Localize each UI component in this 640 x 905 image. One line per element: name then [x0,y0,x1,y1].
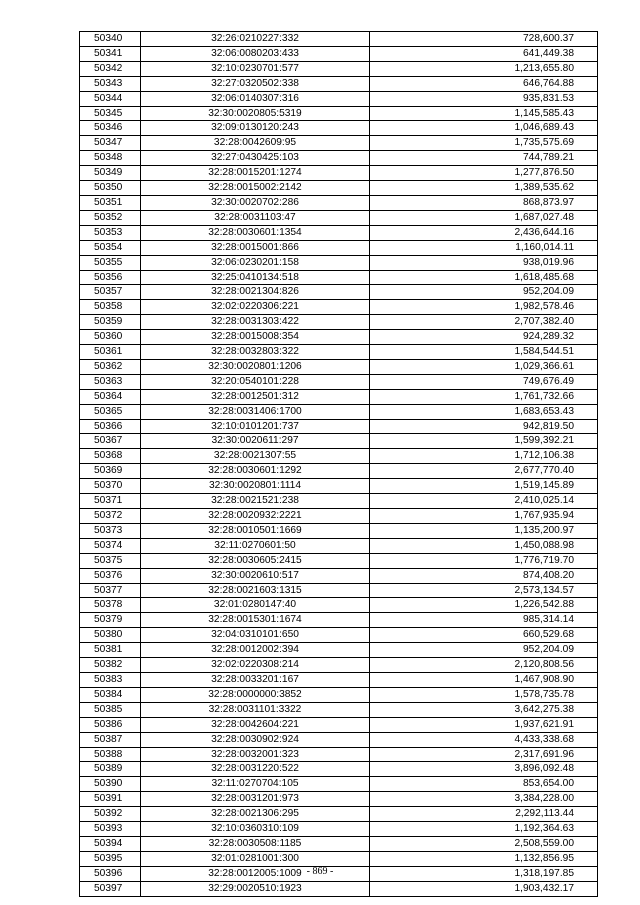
value-cell: 1,467,908.90 [370,672,598,687]
value-cell: 1,450,088.98 [370,538,598,553]
row-number-cell: 50380 [80,628,141,643]
table-row [80,613,598,628]
row-number-cell: 50383 [80,672,141,687]
table-row [80,106,598,121]
cadastral-number-cell: 32:02:0220308:214 [141,658,370,673]
value-cell: 1,767,935.94 [370,509,598,524]
value-cell: 985,314.14 [370,613,598,628]
cadastral-number-cell: 32:04:0310101:650 [141,628,370,643]
table-row [80,836,598,851]
cadastral-number-cell: 32:28:0000000:3852 [141,687,370,702]
row-number-cell: 50355 [80,255,141,270]
value-cell: 1,776,719.70 [370,553,598,568]
value-cell: 1,578,735.78 [370,687,598,702]
value-cell: 1,135,200.97 [370,523,598,538]
row-number-cell: 50394 [80,836,141,851]
value-cell: 660,529.68 [370,628,598,643]
row-number-cell: 50348 [80,151,141,166]
row-number-cell: 50342 [80,61,141,76]
table-row [80,315,598,330]
cadastral-number-cell: 32:11:0270704:105 [141,777,370,792]
row-number-cell: 50366 [80,419,141,434]
value-cell: 1,029,366.61 [370,359,598,374]
value-cell: 868,873.97 [370,195,598,210]
value-cell: 2,677,770.40 [370,464,598,479]
table-row [80,404,598,419]
value-cell: 646,764.88 [370,76,598,91]
value-cell: 938,019.96 [370,255,598,270]
value-cell: 952,204.09 [370,643,598,658]
table-row [80,702,598,717]
row-number-cell: 50369 [80,464,141,479]
cadastral-number-cell: 32:28:0015201:1274 [141,166,370,181]
cadastral-number-cell: 32:06:0080203:433 [141,46,370,61]
value-cell: 2,120,808.56 [370,658,598,673]
cadastral-number-cell: 32:28:0033201:167 [141,672,370,687]
table-row [80,46,598,61]
cadastral-number-cell: 32:28:0015301:1674 [141,613,370,628]
row-number-cell: 50370 [80,479,141,494]
value-cell: 1,389,535.62 [370,181,598,196]
table-row [80,419,598,434]
row-number-cell: 50344 [80,91,141,106]
cadastral-number-cell: 32:28:0042604:221 [141,717,370,732]
value-cell: 1,132,856.95 [370,851,598,866]
row-number-cell: 50389 [80,762,141,777]
value-cell: 1,277,876.50 [370,166,598,181]
cadastral-number-cell: 32:28:0032803:322 [141,345,370,360]
value-cell: 2,573,134.57 [370,583,598,598]
cadastral-number-cell: 32:28:0032001:323 [141,747,370,762]
value-cell: 1,599,392.21 [370,434,598,449]
row-number-cell: 50377 [80,583,141,598]
value-cell: 1,318,197.85 [370,866,598,881]
cadastral-number-cell: 32:11:0270601:50 [141,538,370,553]
row-number-cell: 50379 [80,613,141,628]
value-cell: 1,761,732.66 [370,389,598,404]
value-cell: 924,289.32 [370,330,598,345]
table-row [80,479,598,494]
value-cell: 1,226,542.88 [370,598,598,613]
cadastral-number-cell: 32:28:0015008:354 [141,330,370,345]
cadastral-number-cell: 32:28:0031303:422 [141,315,370,330]
row-number-cell: 50391 [80,792,141,807]
row-number-cell: 50364 [80,389,141,404]
table-row [80,792,598,807]
row-number-cell: 50356 [80,270,141,285]
cadastral-number-cell: 32:28:0012501:312 [141,389,370,404]
cadastral-number-cell: 32:10:0101201:737 [141,419,370,434]
table-row [80,523,598,538]
value-cell: 3,384,228.00 [370,792,598,807]
table-row [80,553,598,568]
value-cell: 1,213,655.80 [370,61,598,76]
row-number-cell: 50362 [80,359,141,374]
value-cell: 1,046,689.43 [370,121,598,136]
cadastral-number-cell: 32:09:0130120:243 [141,121,370,136]
table-row [80,195,598,210]
row-number-cell: 50387 [80,732,141,747]
row-number-cell: 50390 [80,777,141,792]
table-row [80,434,598,449]
table-row [80,598,598,613]
value-cell: 1,145,585.43 [370,106,598,121]
cadastral-number-cell: 32:30:0020611:297 [141,434,370,449]
cadastral-number-cell: 32:30:0020610:517 [141,568,370,583]
row-number-cell: 50350 [80,181,141,196]
cadastral-number-cell: 32:28:0030605:2415 [141,553,370,568]
value-cell: 2,707,382.40 [370,315,598,330]
table-row [80,240,598,255]
value-cell: 2,410,025.14 [370,494,598,509]
cadastral-number-cell: 32:28:0015001:866 [141,240,370,255]
table-row [80,374,598,389]
value-cell: 1,903,432.17 [370,881,598,896]
row-number-cell: 50386 [80,717,141,732]
row-number-cell: 50351 [80,195,141,210]
row-number-cell: 50357 [80,285,141,300]
row-number-cell: 50349 [80,166,141,181]
page-number: - 869 - [306,866,334,877]
cadastral-number-cell: 32:20:0540101:228 [141,374,370,389]
table-row [80,777,598,792]
table-row [80,359,598,374]
row-number-cell: 50382 [80,658,141,673]
cadastral-number-cell: 32:10:0230701:577 [141,61,370,76]
row-number-cell: 50374 [80,538,141,553]
row-number-cell: 50395 [80,851,141,866]
value-cell: 4,433,338.68 [370,732,598,747]
cadastral-number-cell: 32:25:0410134:518 [141,270,370,285]
row-number-cell: 50375 [80,553,141,568]
cadastral-number-cell: 32:06:0230201:158 [141,255,370,270]
value-cell: 1,584,544.51 [370,345,598,360]
cadastral-number-cell: 32:28:0021307:55 [141,449,370,464]
cadastral-number-cell: 32:02:0220306:221 [141,300,370,315]
row-number-cell: 50354 [80,240,141,255]
table-row [80,285,598,300]
cadastral-number-cell: 32:29:0020510:1923 [141,881,370,896]
row-number-cell: 50346 [80,121,141,136]
value-cell: 2,436,644.16 [370,225,598,240]
value-cell: 3,642,275.38 [370,702,598,717]
row-number-cell: 50363 [80,374,141,389]
table-row [80,881,598,896]
value-cell: 952,204.09 [370,285,598,300]
row-number-cell: 50367 [80,434,141,449]
cadastral-number-cell: 32:30:0020702:286 [141,195,370,210]
cadastral-number-cell: 32:27:0320502:338 [141,76,370,91]
row-number-cell: 50345 [80,106,141,121]
value-cell: 1,160,014.11 [370,240,598,255]
table-row [80,509,598,524]
row-number-cell: 50378 [80,598,141,613]
cadastral-number-cell: 32:30:0020801:1114 [141,479,370,494]
cadastral-number-cell: 32:01:0281001:300 [141,851,370,866]
value-cell: 1,937,621.91 [370,717,598,732]
table-row [80,717,598,732]
cadastral-number-cell: 32:28:0012002:394 [141,643,370,658]
cadastral-number-cell: 32:28:0012005:1009 [141,866,370,881]
cadastral-number-cell: 32:28:0010501:1669 [141,523,370,538]
row-number-cell: 50341 [80,46,141,61]
table-row [80,270,598,285]
table-row [80,330,598,345]
cadastral-number-cell: 32:26:0210227:332 [141,32,370,47]
cadastral-number-cell: 32:28:0031103:47 [141,210,370,225]
row-number-cell: 50360 [80,330,141,345]
value-cell: 641,449.38 [370,46,598,61]
row-number-cell: 50347 [80,136,141,151]
table-row [80,136,598,151]
cadastral-number-cell: 32:28:0030508:1185 [141,836,370,851]
table-row [80,464,598,479]
cadastral-number-cell: 32:28:0031201:973 [141,792,370,807]
value-cell: 2,317,691.96 [370,747,598,762]
table-row [80,658,598,673]
row-number-cell: 50397 [80,881,141,896]
table-row [80,807,598,822]
table-row [80,672,598,687]
cadastral-number-cell: 32:30:0020805:5319 [141,106,370,121]
table-row [80,121,598,136]
row-number-cell: 50393 [80,822,141,837]
row-number-cell: 50358 [80,300,141,315]
table-row [80,643,598,658]
table-row [80,210,598,225]
table-row [80,762,598,777]
table-row [80,732,598,747]
table-row [80,32,598,47]
table-row [80,300,598,315]
row-number-cell: 50359 [80,315,141,330]
value-cell: 1,982,578.46 [370,300,598,315]
table-row [80,822,598,837]
cadastral-number-cell: 32:28:0021304:826 [141,285,370,300]
table-row [80,181,598,196]
table-row [80,538,598,553]
table-row [80,151,598,166]
table-row [80,851,598,866]
value-cell: 2,508,559.00 [370,836,598,851]
value-cell: 1,687,027.48 [370,210,598,225]
value-cell: 1,618,485.68 [370,270,598,285]
cadastral-number-cell: 32:01:0280147:40 [141,598,370,613]
value-cell: 942,819.50 [370,419,598,434]
value-cell: 1,683,653.43 [370,404,598,419]
table-row [80,225,598,240]
cadastral-number-cell: 32:10:0360310:109 [141,822,370,837]
row-number-cell: 50392 [80,807,141,822]
value-cell: 874,408.20 [370,568,598,583]
row-number-cell: 50385 [80,702,141,717]
cadastral-number-cell: 32:27:0430425:103 [141,151,370,166]
table-row [80,91,598,106]
table-row [80,687,598,702]
cadastral-number-cell: 32:28:0031406:1700 [141,404,370,419]
row-number-cell: 50343 [80,76,141,91]
row-number-cell: 50365 [80,404,141,419]
table-row [80,76,598,91]
cadastral-value-table [79,31,598,897]
table-row [80,166,598,181]
value-cell: 935,831.53 [370,91,598,106]
value-cell: 853,654.00 [370,777,598,792]
cadastral-number-cell: 32:28:0042609:95 [141,136,370,151]
table-row [80,61,598,76]
value-cell: 749,676.49 [370,374,598,389]
table-row [80,747,598,762]
cadastral-number-cell: 32:28:0015002:2142 [141,181,370,196]
cadastral-number-cell: 32:28:0031220:522 [141,762,370,777]
row-number-cell: 50353 [80,225,141,240]
table-row [80,345,598,360]
table-row [80,449,598,464]
row-number-cell: 50372 [80,509,141,524]
row-number-cell: 50371 [80,494,141,509]
table-row [80,494,598,509]
row-number-cell: 50388 [80,747,141,762]
cadastral-number-cell: 32:28:0031101:3322 [141,702,370,717]
value-cell: 1,712,106.38 [370,449,598,464]
table-row [80,255,598,270]
table-row [80,583,598,598]
cadastral-number-cell: 32:28:0030601:1292 [141,464,370,479]
row-number-cell: 50352 [80,210,141,225]
cadastral-number-cell: 32:28:0030902:924 [141,732,370,747]
value-cell: 744,789.21 [370,151,598,166]
row-number-cell: 50340 [80,32,141,47]
row-number-cell: 50381 [80,643,141,658]
cadastral-number-cell: 32:28:0020932:2221 [141,509,370,524]
cadastral-number-cell: 32:30:0020801:1206 [141,359,370,374]
row-number-cell: 50384 [80,687,141,702]
cadastral-number-cell: 32:06:0140307:316 [141,91,370,106]
table-body [80,32,598,897]
cadastral-number-cell: 32:28:0021603:1315 [141,583,370,598]
value-cell: 1,735,575.69 [370,136,598,151]
value-cell: 3,896,092.48 [370,762,598,777]
table-row [80,628,598,643]
value-cell: 1,192,364.63 [370,822,598,837]
table-row [80,568,598,583]
cadastral-number-cell: 32:28:0030601:1354 [141,225,370,240]
row-number-cell: 50368 [80,449,141,464]
value-cell: 728,600.37 [370,32,598,47]
value-cell: 2,292,113.44 [370,807,598,822]
row-number-cell: 50361 [80,345,141,360]
row-number-cell: 50396 [80,866,141,881]
cadastral-number-cell: 32:28:0021521:238 [141,494,370,509]
value-cell: 1,519,145.89 [370,479,598,494]
row-number-cell: 50373 [80,523,141,538]
table-row [80,389,598,404]
row-number-cell: 50376 [80,568,141,583]
cadastral-number-cell: 32:28:0021306:295 [141,807,370,822]
